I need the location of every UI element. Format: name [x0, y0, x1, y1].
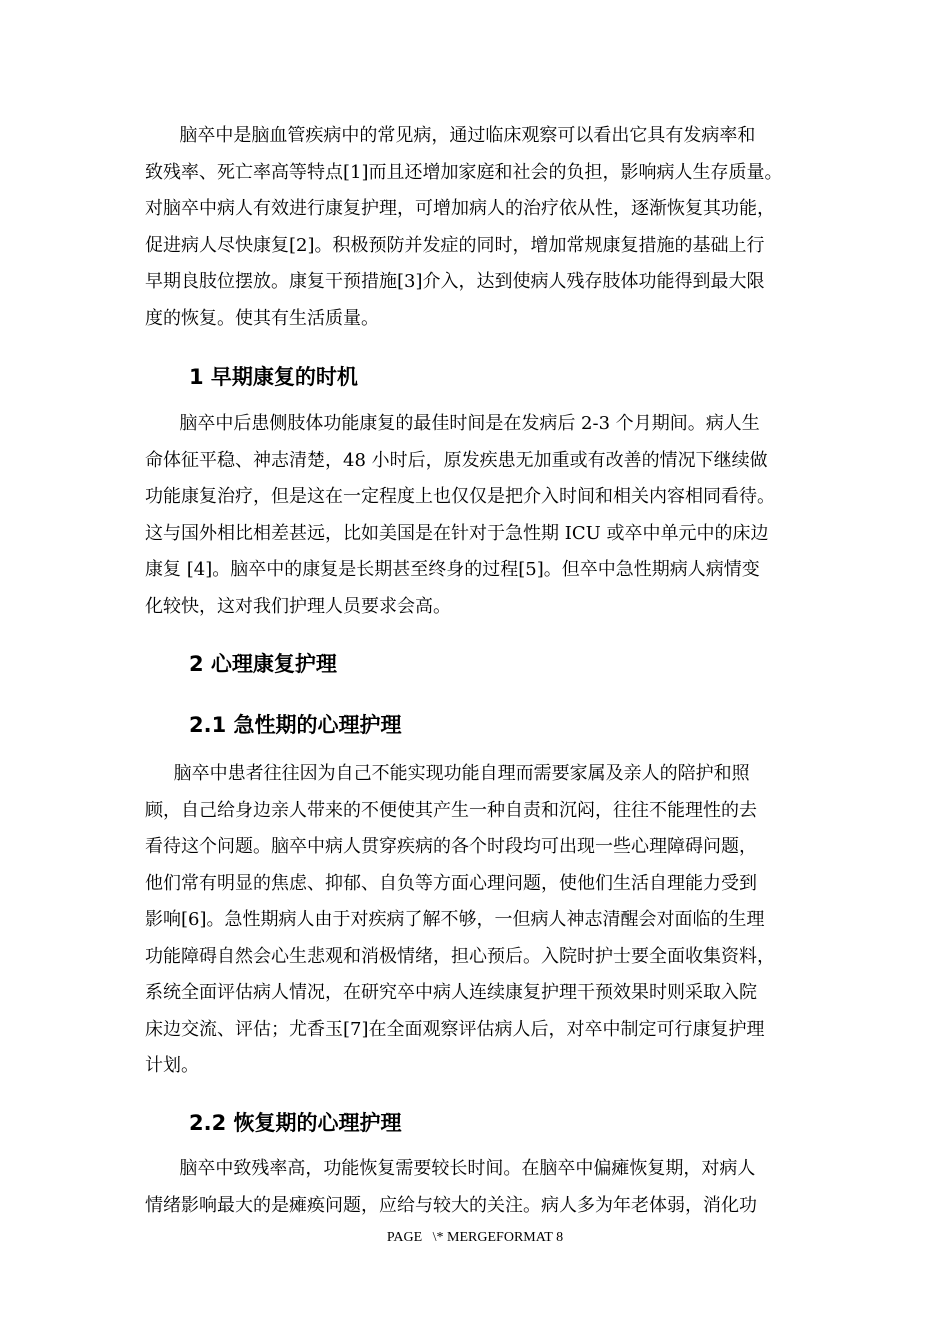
text-line: 早期良肢位摆放。康复干预措施[3]介入，达到使病人残存肢体功能得到最大限: [145, 271, 765, 292]
text-line: 度的恢复。使其有生活质量。: [145, 307, 379, 329]
text-line: 对脑卒中病人有效进行康复护理，可增加病人的治疗依从性，逐渐恢复其功能，: [145, 198, 775, 219]
text-line: 康复 [4]。脑卒中的康复是长期甚至终身的过程[5]。但卒中急性期病人病情变: [145, 559, 760, 580]
text-line: 脑卒中患者往往因为自己不能实现功能自理而需要家属及亲人的陪护和照: [145, 763, 750, 784]
text-line: 计划。: [145, 1055, 199, 1076]
text-line: 看待这个问题。脑卒中病人贯穿疾病的各个时段均可出现一些心理障碍问题，: [145, 836, 757, 857]
section1-paragraph: [145, 406, 825, 625]
text-line: 这与国外相比相差甚远，比如美国是在针对于急性期 ICU 或卒中单元中的床边: [145, 522, 769, 544]
section-heading-2-2: 2.2 恢复期的心理护理: [189, 1111, 402, 1135]
text-line: 化较快，这对我们护理人员要求会高。: [145, 595, 451, 617]
section-heading-2: 2 心理康复护理: [189, 652, 337, 676]
text-line: 影响[6]。急性期病人由于对疾病了解不够，一但病人神志清醒会对面临的生理: [145, 909, 765, 930]
text-line: 他们常有明显的焦虑、抑郁、自负等方面心理问题，使他们生活自理能力受到: [145, 872, 757, 894]
text-line: 功能障碍自然会心生悲观和消极情绪，担心预后。入院时护士要全面收集资料，: [145, 945, 775, 967]
text-line: 脑卒中是脑血管疾病中的常见病，通过临床观察可以看出它具有发病率和: [145, 125, 756, 146]
text-line: 系统全面评估病人情况，在研究卒中病人连续康复护理干预效果时则采取入院: [145, 982, 757, 1003]
text-line: 命体征平稳、神志清楚，48 小时后，原发疾患无加重或有改善的情况下继续做: [145, 449, 768, 471]
text-line: 促进病人尽快康复[2]。积极预防并发症的同时，增加常规康复措施的基础上行: [145, 234, 765, 256]
section2-1-paragraph: [145, 756, 825, 1085]
text-line: 情绪影响最大的是瘫痪问题，应给与较大的关注。病人多为年老体弱，消化功: [145, 1194, 757, 1216]
text-line: 致残率、死亡率高等特点[1]而且还增加家庭和社会的负担，影响病人生存质量。: [145, 161, 783, 183]
section2-2-paragraph: [145, 1151, 825, 1224]
text-line: 脑卒中后患侧肢体功能康复的最佳时间是在发病后 2-3 个月期间。病人生: [145, 413, 760, 434]
text-line: 顾，自己给身边亲人带来的不便使其产生一种自责和沉闷，往往不能理性的去: [145, 799, 757, 821]
section-heading-1: 1 早期康复的时机: [189, 365, 358, 389]
text-line: 床边交流、评估；尤香玉[7]在全面观察评估病人后，对卒中制定可行康复护理: [145, 1018, 765, 1040]
intro-paragraph: [145, 118, 825, 337]
page-footer: PAGE \* MERGEFORMAT 8: [386, 1230, 564, 1245]
text-line: 功能康复治疗，但是这在一定程度上也仅仅是把介入时间和相关内容相同看待。: [145, 486, 775, 507]
text-line: 脑卒中致残率高，功能恢复需要较长时间。在脑卒中偏瘫恢复期，对病人: [145, 1158, 756, 1179]
section-heading-2-1: 2.1 急性期的心理护理: [189, 713, 402, 737]
